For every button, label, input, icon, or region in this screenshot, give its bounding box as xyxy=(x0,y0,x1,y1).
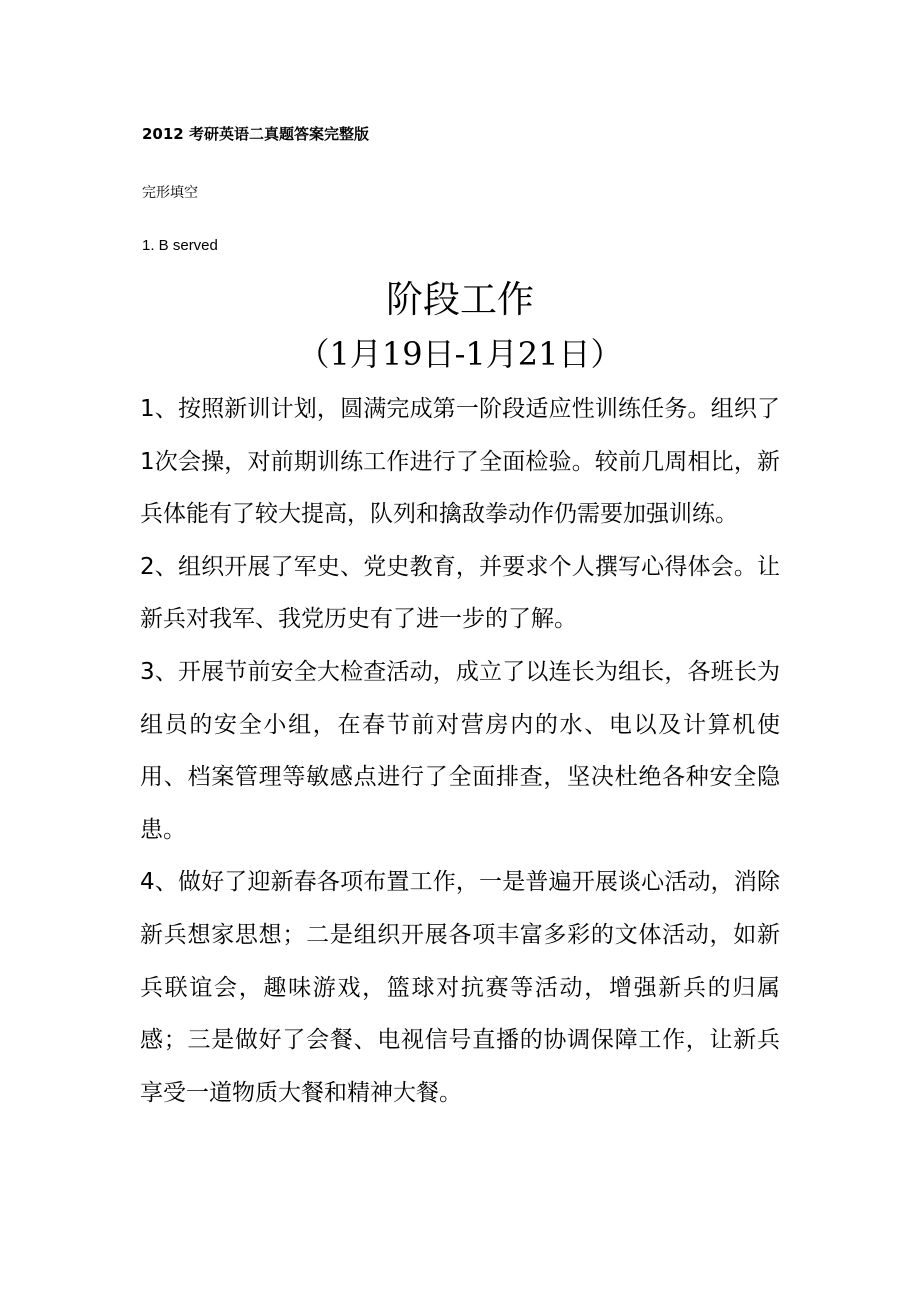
paragraph-item-3: 3、开展节前安全大检查活动，成立了以连长为组长，各班长为组员的安全小组，在春节前对营房内的水、电以及计算机使用、档案管理等敏感点进行了全面排查，坚决杜绝各种安全隐患。 xyxy=(140,658,780,843)
report-title: 阶段工作 xyxy=(386,278,534,321)
paragraph-item-1: 1、按照新训计划，圆满完成第一阶段适应性训练任务。组织了1次会操，对前期训练工作进行了全面检验。较前几周相比，新兵体能有了较大提高，队列和擒敌拳动作仍需要加强训练。 xyxy=(140,396,780,528)
report-date-range: （1月19日-1月21日） xyxy=(297,335,623,373)
exam-answer-title: 2012 考研英语二真题答案完整版 xyxy=(142,125,369,143)
answer-line: 1. B served xyxy=(142,237,218,254)
paragraph-item-2: 2、组织开展了军史、党史教育，并要求个人撰写心得体会。让新兵对我军、我党历史有了进一步的了解。 xyxy=(140,553,780,633)
report-body xyxy=(140,383,780,1119)
paragraph-item-4: 4、做好了迎新春各项布置工作，一是普遍开展谈心活动，消除新兵想家思想；二是组织开展各项丰富多彩的文体活动，如新兵联谊会，趣味游戏，篮球对抗赛等活动，增强新兵的归属感；三是做好了会餐、电视信号直播的协调保障工作，让新兵享受一道物质大餐和精神大餐。 xyxy=(140,869,780,1106)
section-heading: 完形填空 xyxy=(142,185,198,201)
